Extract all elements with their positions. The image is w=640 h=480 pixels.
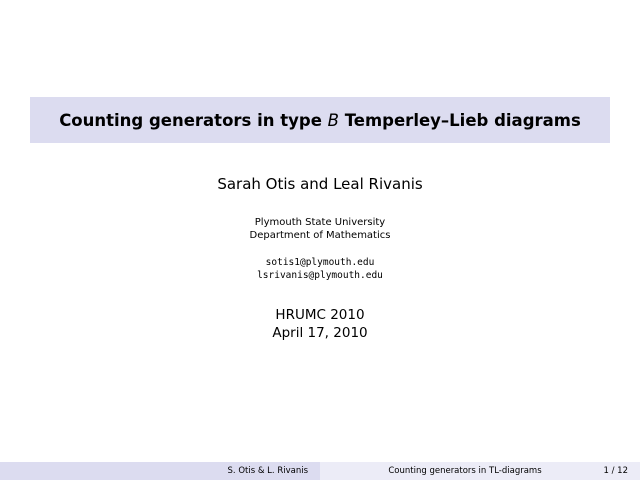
institution bbox=[0, 216, 640, 242]
footer-bar bbox=[0, 462, 640, 480]
institution-line-1: Plymouth State University bbox=[254, 217, 386, 228]
title-box bbox=[30, 97, 610, 143]
institution-line-2: Department of Mathematics bbox=[249, 230, 391, 241]
title-post: Temperley–Lieb diagrams bbox=[344, 110, 581, 130]
authors: Sarah Otis and Leal Rivanis bbox=[217, 175, 423, 193]
event-name: HRUMC 2010 bbox=[275, 307, 365, 323]
page-number: 1 / 12 bbox=[603, 466, 628, 476]
email-2: lsrivanis@plymouth.edu bbox=[257, 270, 383, 281]
emails bbox=[0, 256, 640, 282]
event bbox=[0, 306, 640, 342]
email-1: sotis1@plymouth.edu bbox=[265, 257, 375, 268]
title-pre: Counting generators in type bbox=[59, 110, 322, 130]
slide-title bbox=[59, 111, 581, 130]
title-variable: B bbox=[327, 110, 339, 130]
footer-authors: S. Otis & L. Rivanis bbox=[0, 462, 320, 480]
footer-title: Counting generators in TL-diagrams bbox=[388, 466, 542, 476]
footer-right bbox=[320, 462, 640, 480]
event-date: April 17, 2010 bbox=[272, 325, 368, 341]
